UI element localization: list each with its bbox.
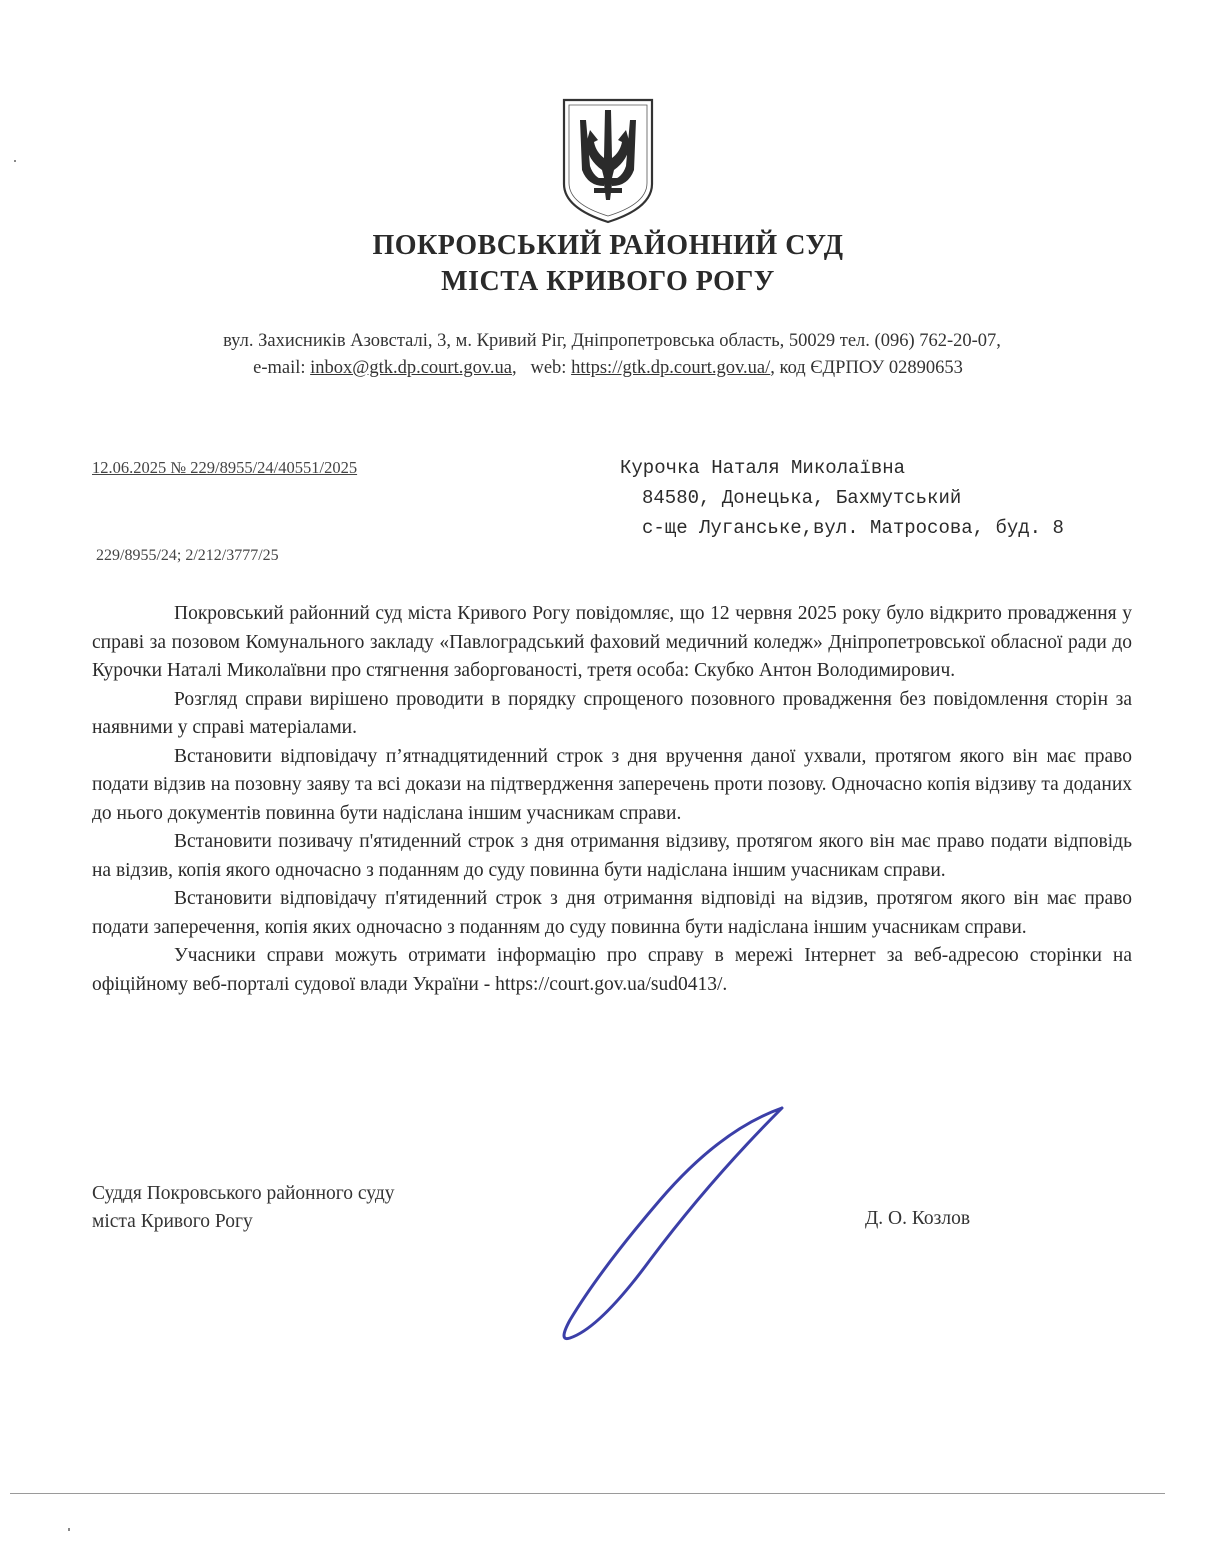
- paragraph: Розгляд справи вирішено проводити в порядку спрощеного позовного провадження без повідомлення сторін за наявними у справі матеріалами.: [92, 688, 1132, 738]
- judge-name: Д. О. Козлов: [865, 1208, 971, 1229]
- court-name-line1: ПОКРОВСЬКИЙ РАЙОННИЙ СУД: [372, 230, 844, 261]
- court-contacts: [0, 328, 1216, 382]
- judge-position-line2: міста Кривого Рогу: [92, 1211, 253, 1232]
- judge-position: [92, 1180, 395, 1236]
- paragraph: Встановити відповідачу п’ятнадцятиденний строк з дня вручення даної ухвали, протягом якого він має право подати відзив на позовну заяву та всі докази на підтвердження заперечень проти позову. Одночасно копія відзиву та доданих до нього документів повинна бути надіслана іншим учасникам справи.: [92, 745, 1132, 824]
- web-link[interactable]: https://gtk.dp.court.gov.ua/: [571, 358, 771, 378]
- scan-speck: [14, 160, 16, 162]
- outgoing-number: 12.06.2025 № 229/8955/24/40551/2025: [92, 458, 358, 477]
- court-address: вул. Захисників Азовсталі, 3, м. Кривий Ріг, Дніпропетровська область, 50029 тел. (096) 762-20-07,: [223, 331, 1001, 351]
- email-link[interactable]: inbox@gtk.dp.court.gov.ua: [310, 358, 512, 378]
- paragraph: Встановити відповідачу п'ятиденний строк з дня отримання відповіді на відзив, протягом якого він має право подати заперечення, копія яких одночасно з поданням до суду повинна бути надіслана іншим учасникам справи.: [92, 888, 1132, 938]
- recipient-name: Курочка Наталя Миколаївна: [620, 457, 906, 479]
- bottom-divider: [10, 1493, 1165, 1494]
- paragraph: Покровський районний суд міста Кривого Рогу повідомляє, що 12 червня 2025 року було відкрито провадження у справі за позовом Комунального закладу «Павлоградський фаховий медичний коледж» Дніпропетровської обласної ради до Курочки Наталі Миколаївни про стягнення заборгованості, третя особа: Скубко Антон Володимирович.: [92, 603, 1132, 681]
- web-label: web:: [530, 358, 567, 378]
- recipient-address-line1: 84580, Донецька, Бахмутський: [642, 487, 962, 509]
- court-online-contacts: e-mail: inbox@gtk.dp.court.gov.ua, web: https://gtk.dp.court.gov.ua/, код ЄДРПОУ 02890653: [253, 358, 963, 378]
- court-name-line2: МІСТА КРИВОГО РОГУ: [441, 266, 775, 297]
- trident-emblem-icon: [560, 96, 656, 226]
- judge-position-line1: Суддя Покровського районного суду: [92, 1183, 395, 1204]
- recipient-address-line2: с-ще Луганське,вул. Матросова, буд. 8: [642, 517, 1064, 539]
- letter-body: [92, 600, 1132, 999]
- paragraph: Встановити позивачу п'ятиденний строк з дня отримання відзиву, протягом якого він має право подати відповідь на відзив, копія якого одночасно з поданням до суду повинна бути надіслана іншим учасникам справи.: [92, 831, 1132, 881]
- email-label: e-mail:: [253, 358, 306, 378]
- handwritten-signature: [540, 1100, 800, 1350]
- edrpou-code: , код ЄДРПОУ 02890653: [770, 358, 963, 378]
- recipient-block: [620, 453, 1064, 543]
- scan-speck: [68, 1528, 70, 1531]
- case-reference: 229/8955/24; 2/212/3777/25: [96, 547, 279, 564]
- paragraph: Учасники справи можуть отримати інформацію про справу в мережі Інтернет за веб-адресою сторінки на офіційному веб-порталі судової влади України - https://court.gov.ua/sud0413/.: [92, 945, 1132, 995]
- court-title: [0, 228, 1216, 300]
